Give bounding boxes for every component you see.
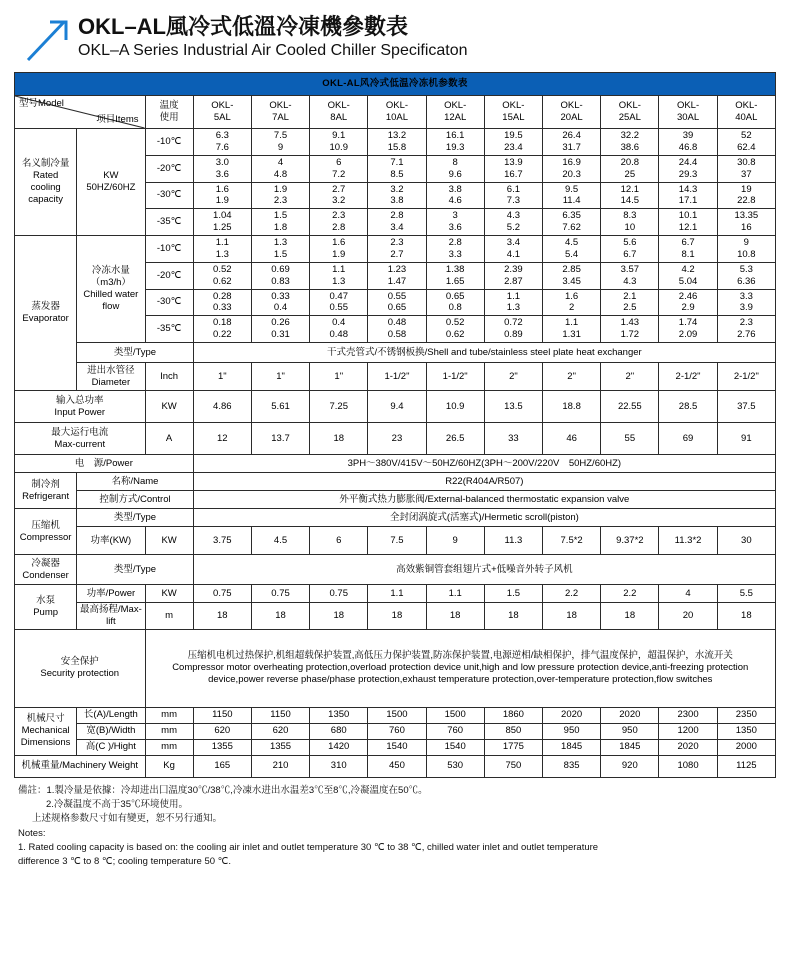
- dim-length-c8: 2300: [659, 707, 717, 723]
- refrigerant-name-label: 名称/Name: [77, 473, 193, 491]
- input-power-label: 输入总功率 Input Power: [15, 391, 146, 423]
- evap-r0-c4: 2.8 3.3: [426, 236, 484, 263]
- capacity-r2-c9: 19 22.8: [717, 182, 775, 209]
- dimensions-label: 机械尺寸 Mechanical Dimensions: [15, 707, 77, 755]
- capacity-r0-c5: 19.5 23.4: [484, 129, 542, 156]
- table-banner: OKL-AL风冷式低温冷冻机参数表: [15, 73, 776, 96]
- note-line-2: 2.冷凝温度不高于35℃环境使用。: [46, 799, 188, 810]
- evap-r2-c5: 1.1 1.3: [484, 289, 542, 316]
- max-current-c9: 91: [717, 423, 775, 455]
- capacity-r1-c4: 8 9.6: [426, 155, 484, 182]
- pump-lift-c7: 18: [601, 603, 659, 630]
- pump-lift-c4: 18: [426, 603, 484, 630]
- input-power-c5: 13.5: [484, 391, 542, 423]
- pump-lift-c9: 18: [717, 603, 775, 630]
- dim-height-c9: 2000: [717, 739, 775, 755]
- model-col-3: OKL- 10AL: [368, 96, 426, 129]
- compressor-power-c5: 11.3: [484, 527, 542, 555]
- dim-width-unit: mm: [145, 723, 193, 739]
- evap-r0-c1: 1.3 1.5: [251, 236, 309, 263]
- capacity-r2-c8: 14.3 17.1: [659, 182, 717, 209]
- max-current-c7: 55: [601, 423, 659, 455]
- weight-c5: 750: [484, 755, 542, 777]
- evap-r2-c4: 0.65 0.8: [426, 289, 484, 316]
- dim-length-c0: 1150: [193, 707, 251, 723]
- pump-power-label: 功率/Power: [77, 585, 145, 603]
- evap-r2-c2: 0.47 0.55: [310, 289, 368, 316]
- capacity-r2-c0: 1.6 1.9: [193, 182, 251, 209]
- compressor-type-value: 全封闭涡旋式(活塞式)/Hermetic scroll(piston): [193, 509, 775, 527]
- diameter-label: 进出水管径 Diameter: [77, 363, 145, 391]
- corner-model-label: 型号Model: [19, 98, 64, 109]
- compressor-power-c0: 3.75: [193, 527, 251, 555]
- compressor-power-label: 功率(KW): [77, 527, 145, 555]
- dim-height-unit: mm: [145, 739, 193, 755]
- diameter-unit: Inch: [145, 363, 193, 391]
- evap-temp-1: -20℃: [145, 262, 193, 289]
- evaporator-type-label: 类型/Type: [77, 343, 193, 363]
- evap-r3-c2: 0.4 0.48: [310, 316, 368, 343]
- corner-items-label: 项目Items: [96, 114, 139, 126]
- diameter-c7: 2": [601, 363, 659, 391]
- capacity-r3-c9: 13.35 16: [717, 209, 775, 236]
- capacity-r2-c5: 6.1 7.3: [484, 182, 542, 209]
- page-title-en: OKL–A Series Industrial Air Cooled Chiller Specificaton: [78, 42, 468, 60]
- evap-temp-0: -10℃: [145, 236, 193, 263]
- input-power-unit: KW: [145, 391, 193, 423]
- capacity-r1-c1: 4 4.8: [251, 155, 309, 182]
- dim-width-c6: 950: [543, 723, 601, 739]
- evap-r3-c6: 1.1 1.31: [543, 316, 601, 343]
- temp-use-header: 温度 使用: [145, 96, 193, 129]
- capacity-r2-c6: 9.5 11.4: [543, 182, 601, 209]
- capacity-r0-c0: 6.3 7.6: [193, 129, 251, 156]
- compressor-power-c3: 7.5: [368, 527, 426, 555]
- dim-length-c5: 1860: [484, 707, 542, 723]
- pump-lift-unit: m: [145, 603, 193, 630]
- weight-c8: 1080: [659, 755, 717, 777]
- capacity-r3-c1: 1.5 1.8: [251, 209, 309, 236]
- input-power-c7: 22.55: [601, 391, 659, 423]
- max-current-c0: 12: [193, 423, 251, 455]
- evap-r2-c9: 3.3 3.9: [717, 289, 775, 316]
- diameter-c2: 1": [310, 363, 368, 391]
- evap-r1-c0: 0.52 0.62: [193, 262, 251, 289]
- evap-r3-c7: 1.43 1.72: [601, 316, 659, 343]
- evap-r3-c8: 1.74 2.09: [659, 316, 717, 343]
- pump-power-c8: 4: [659, 585, 717, 603]
- dim-width-c1: 620: [251, 723, 309, 739]
- security-protection-text: [145, 629, 776, 707]
- capacity-r3-c4: 3 3.6: [426, 209, 484, 236]
- compressor-power-unit: KW: [145, 527, 193, 555]
- evap-r3-c1: 0.26 0.31: [251, 316, 309, 343]
- pump-lift-c3: 18: [368, 603, 426, 630]
- weight-c0: 165: [193, 755, 251, 777]
- dim-width-c8: 1200: [659, 723, 717, 739]
- diameter-c4: 1-1/2": [426, 363, 484, 391]
- capacity-r2-c2: 2.7 3.2: [310, 182, 368, 209]
- evaporator-type-value: 干式壳管式/不锈钢板换/Shell and tube/stainless steel plate heat exchanger: [193, 343, 775, 363]
- capacity-temp-3: -35℃: [145, 209, 193, 236]
- capacity-r0-c6: 26.4 31.7: [543, 129, 601, 156]
- pump-power-c6: 2.2: [543, 585, 601, 603]
- compressor-power-c9: 30: [717, 527, 775, 555]
- dim-height-c4: 1540: [426, 739, 484, 755]
- capacity-r0-c3: 13.2 15.8: [368, 129, 426, 156]
- input-power-c2: 7.25: [310, 391, 368, 423]
- dim-width-c2: 680: [310, 723, 368, 739]
- pump-label: 水泵 Pump: [15, 585, 77, 630]
- evap-r0-c6: 4.5 5.4: [543, 236, 601, 263]
- evap-r3-c9: 2.3 2.76: [717, 316, 775, 343]
- dim-height-c6: 1845: [543, 739, 601, 755]
- refrigerant-label: 制冷剂 Refrigerant: [15, 473, 77, 509]
- evap-temp-3: -35℃: [145, 316, 193, 343]
- max-current-c1: 13.7: [251, 423, 309, 455]
- note-line-4: Notes:: [18, 827, 46, 839]
- evap-r3-c0: 0.18 0.22: [193, 316, 251, 343]
- max-current-c2: 18: [310, 423, 368, 455]
- model-col-9: OKL- 40AL: [717, 96, 775, 129]
- pump-lift-c6: 18: [543, 603, 601, 630]
- dim-length-c9: 2350: [717, 707, 775, 723]
- evap-r1-c7: 3.57 4.3: [601, 262, 659, 289]
- evap-r0-c0: 1.1 1.3: [193, 236, 251, 263]
- evap-r2-c6: 1.6 2: [543, 289, 601, 316]
- capacity-r3-c0: 1.04 1.25: [193, 209, 251, 236]
- model-col-4: OKL- 12AL: [426, 96, 484, 129]
- notes-block: [14, 778, 776, 880]
- evap-r2-c8: 2.46 2.9: [659, 289, 717, 316]
- evap-r1-c1: 0.69 0.83: [251, 262, 309, 289]
- capacity-r0-c4: 16.1 19.3: [426, 129, 484, 156]
- dim-width-label: 宽(B)/Width: [77, 723, 145, 739]
- evap-r1-c2: 1.1 1.3: [310, 262, 368, 289]
- evap-temp-2: -30℃: [145, 289, 193, 316]
- evap-r1-c3: 1.23 1.47: [368, 262, 426, 289]
- condenser-label: 冷凝器 Condenser: [15, 555, 77, 585]
- model-col-8: OKL- 30AL: [659, 96, 717, 129]
- weight-c1: 210: [251, 755, 309, 777]
- diameter-c0: 1": [193, 363, 251, 391]
- refrigerant-control-value: 外平衡式热力膨胀阀/External-balanced thermostatic expansion valve: [193, 491, 775, 509]
- capacity-r1-c8: 24.4 29.3: [659, 155, 717, 182]
- dim-length-c1: 1150: [251, 707, 309, 723]
- dim-height-c5: 1775: [484, 739, 542, 755]
- condenser-type-label: 类型/Type: [77, 555, 193, 585]
- evap-r3-c4: 0.52 0.62: [426, 316, 484, 343]
- weight-c2: 310: [310, 755, 368, 777]
- rated-capacity-label: 名义制冷量 Rated cooling capacity: [15, 129, 77, 236]
- compressor-power-c8: 11.3*2: [659, 527, 717, 555]
- input-power-c1: 5.61: [251, 391, 309, 423]
- chilled-water-flow-label: 冷冻水量（m3/h） Chilled water flow: [77, 236, 145, 343]
- pump-power-unit: KW: [145, 585, 193, 603]
- evap-r1-c8: 4.2 5.04: [659, 262, 717, 289]
- dim-length-label: 长(A)/Length: [77, 707, 145, 723]
- capacity-r3-c2: 2.3 2.8: [310, 209, 368, 236]
- capacity-r3-c6: 6.35 7.62: [543, 209, 601, 236]
- evap-r0-c9: 9 10.8: [717, 236, 775, 263]
- weight-c9: 1125: [717, 755, 775, 777]
- pump-power-c5: 1.5: [484, 585, 542, 603]
- capacity-r3-c5: 4.3 5.2: [484, 209, 542, 236]
- evap-r0-c8: 6.7 8.1: [659, 236, 717, 263]
- capacity-r1-c3: 7.1 8.5: [368, 155, 426, 182]
- security-protection-label: 安全保护 Security protection: [15, 629, 146, 707]
- model-col-0: OKL- 5AL: [193, 96, 251, 129]
- dim-length-c7: 2020: [601, 707, 659, 723]
- pump-power-c0: 0.75: [193, 585, 251, 603]
- note-line-5: 1. Rated cooling capacity is based on: the cooling air inlet and outlet temperature 30 ℃ to 38 ℃, chilled water inlet and outlet temperature: [18, 841, 599, 853]
- compressor-type-label: 类型/Type: [77, 509, 193, 527]
- evap-r1-c5: 2.39 2.87: [484, 262, 542, 289]
- pump-lift-c8: 20: [659, 603, 717, 630]
- model-col-5: OKL- 15AL: [484, 96, 542, 129]
- evaporator-label: 蒸发器 Evaporator: [15, 236, 77, 391]
- dim-width-c7: 950: [601, 723, 659, 739]
- capacity-r2-c1: 1.9 2.3: [251, 182, 309, 209]
- evap-r0-c2: 1.6 1.9: [310, 236, 368, 263]
- capacity-r0-c8: 39 46.8: [659, 129, 717, 156]
- dim-width-c5: 850: [484, 723, 542, 739]
- evap-r2-c0: 0.28 0.33: [193, 289, 251, 316]
- capacity-temp-0: -10℃: [145, 129, 193, 156]
- dim-height-c0: 1355: [193, 739, 251, 755]
- capacity-r2-c7: 12.1 14.5: [601, 182, 659, 209]
- pump-lift-c1: 18: [251, 603, 309, 630]
- capacity-r1-c2: 6 7.2: [310, 155, 368, 182]
- dim-height-c1: 1355: [251, 739, 309, 755]
- diameter-c9: 2-1/2": [717, 363, 775, 391]
- compressor-power-c1: 4.5: [251, 527, 309, 555]
- evap-r2-c7: 2.1 2.5: [601, 289, 659, 316]
- arrow-up-right-icon: [20, 14, 74, 64]
- pump-lift-label: 最高扬程/Max-lift: [77, 603, 145, 630]
- evap-r3-c5: 0.72 0.89: [484, 316, 542, 343]
- security-text-cn: 压缩机电机过热保护,机组超载保护装置,高低压力保护装置,防冻保护装置,电源逆相/缺相保护，排气温度保护，超温保护，水流开关: [187, 650, 733, 662]
- power-supply-value: 3PH～380V/415V～50HZ/60HZ(3PH～200V/220V 50HZ/60HZ): [193, 455, 775, 473]
- pump-power-c1: 0.75: [251, 585, 309, 603]
- input-power-c8: 28.5: [659, 391, 717, 423]
- pump-power-c4: 1.1: [426, 585, 484, 603]
- dim-length-unit: mm: [145, 707, 193, 723]
- capacity-r1-c7: 20.8 25: [601, 155, 659, 182]
- pump-lift-c0: 18: [193, 603, 251, 630]
- max-current-c5: 33: [484, 423, 542, 455]
- model-col-6: OKL- 20AL: [543, 96, 601, 129]
- compressor-power-c2: 6: [310, 527, 368, 555]
- capacity-unit-label: KW 50HZ/60HZ: [77, 129, 145, 236]
- dim-width-c9: 1350: [717, 723, 775, 739]
- note-line-3: 上述规格参数尺寸如有變更，恕不另行通知。: [32, 813, 223, 825]
- weight-label: 机械重量/Machinery Weight: [15, 755, 146, 777]
- diameter-c5: 2": [484, 363, 542, 391]
- weight-c4: 530: [426, 755, 484, 777]
- dim-length-c6: 2020: [543, 707, 601, 723]
- dim-length-c3: 1500: [368, 707, 426, 723]
- dim-width-c4: 760: [426, 723, 484, 739]
- capacity-r2-c4: 3.8 4.6: [426, 182, 484, 209]
- pump-lift-c5: 18: [484, 603, 542, 630]
- capacity-r0-c7: 32.2 38.6: [601, 129, 659, 156]
- max-current-c6: 46: [543, 423, 601, 455]
- capacity-r1-c9: 30.8 37: [717, 155, 775, 182]
- input-power-c6: 18.8: [543, 391, 601, 423]
- max-current-unit: A: [145, 423, 193, 455]
- input-power-c3: 9.4: [368, 391, 426, 423]
- weight-c6: 835: [543, 755, 601, 777]
- evap-r2-c1: 0.33 0.4: [251, 289, 309, 316]
- max-current-c3: 23: [368, 423, 426, 455]
- document-header: [14, 0, 776, 72]
- capacity-r3-c7: 8.3 10: [601, 209, 659, 236]
- capacity-temp-1: -20℃: [145, 155, 193, 182]
- evap-r0-c7: 5.6 6.7: [601, 236, 659, 263]
- model-col-1: OKL- 7AL: [251, 96, 309, 129]
- pump-power-c2: 0.75: [310, 585, 368, 603]
- evap-r1-c6: 2.85 3.45: [543, 262, 601, 289]
- evap-r3-c3: 0.48 0.58: [368, 316, 426, 343]
- input-power-c9: 37.5: [717, 391, 775, 423]
- diameter-c3: 1-1/2": [368, 363, 426, 391]
- model-col-2: OKL- 8AL: [310, 96, 368, 129]
- power-supply-label: 电 源/Power: [15, 455, 194, 473]
- max-current-c4: 26.5: [426, 423, 484, 455]
- capacity-r1-c6: 16.9 20.3: [543, 155, 601, 182]
- diameter-c1: 1": [251, 363, 309, 391]
- dim-height-c8: 2020: [659, 739, 717, 755]
- weight-c7: 920: [601, 755, 659, 777]
- capacity-r3-c3: 2.8 3.4: [368, 209, 426, 236]
- weight-c3: 450: [368, 755, 426, 777]
- dim-height-label: 高(C )/Hight: [77, 739, 145, 755]
- note-line-6: difference 3 ℃ to 8 ℃; cooling temperature 50 ℃.: [18, 856, 231, 867]
- security-text-en: Compressor motor overheating protection,overload protection device unit,high and low pressure protection device,anti-freezing protection device,power reverse phase/phase protection,exhaust temperature protection,over-temperature protection,flow switches: [172, 662, 749, 686]
- compressor-label: 压缩机 Compressor: [15, 509, 77, 555]
- dim-height-c2: 1420: [310, 739, 368, 755]
- refrigerant-control-label: 控制方式/Control: [77, 491, 193, 509]
- evap-r1-c9: 5.3 6.36: [717, 262, 775, 289]
- evap-r0-c3: 2.3 2.7: [368, 236, 426, 263]
- compressor-power-c6: 7.5*2: [543, 527, 601, 555]
- compressor-power-c7: 9.37*2: [601, 527, 659, 555]
- weight-unit: Kg: [145, 755, 193, 777]
- evap-r1-c4: 1.38 1.65: [426, 262, 484, 289]
- page-title-cn: OKL–AL風冷式低溫冷凍機參數表: [78, 14, 409, 39]
- input-power-c0: 4.86: [193, 391, 251, 423]
- refrigerant-name-value: R22(R404A/R507): [193, 473, 775, 491]
- specification-table: [14, 72, 776, 778]
- capacity-r0-c9: 52 62.4: [717, 129, 775, 156]
- capacity-r3-c8: 10.1 12.1: [659, 209, 717, 236]
- note-line-1: 備註：1.製冷量是依據：冷却进出囗温度30℃/38℃,冷凍水进出水温差3℃至8℃,冷凝溫度在50℃。: [18, 784, 428, 796]
- capacity-temp-2: -30℃: [145, 182, 193, 209]
- dim-width-c3: 760: [368, 723, 426, 739]
- dim-width-c0: 620: [193, 723, 251, 739]
- pump-power-c3: 1.1: [368, 585, 426, 603]
- title-block: [74, 14, 468, 62]
- pump-power-c9: 5.5: [717, 585, 775, 603]
- condenser-type-value: 高效紫铜管套组翅片式+低噪音外转子风机: [193, 555, 775, 585]
- capacity-r1-c0: 3.0 3.6: [193, 155, 251, 182]
- evap-r0-c5: 3.4 4.1: [484, 236, 542, 263]
- diameter-c8: 2-1/2": [659, 363, 717, 391]
- dim-length-c4: 1500: [426, 707, 484, 723]
- capacity-r0-c2: 9.1 10.9: [310, 129, 368, 156]
- evap-r2-c3: 0.55 0.65: [368, 289, 426, 316]
- pump-power-c7: 2.2: [601, 585, 659, 603]
- diameter-c6: 2": [543, 363, 601, 391]
- max-current-c8: 69: [659, 423, 717, 455]
- model-col-7: OKL- 25AL: [601, 96, 659, 129]
- input-power-c4: 10.9: [426, 391, 484, 423]
- header-corner-cell: [15, 96, 146, 129]
- dim-height-c3: 1540: [368, 739, 426, 755]
- capacity-r1-c5: 13.9 16.7: [484, 155, 542, 182]
- dim-length-c2: 1350: [310, 707, 368, 723]
- capacity-r0-c1: 7.5 9: [251, 129, 309, 156]
- pump-lift-c2: 18: [310, 603, 368, 630]
- compressor-power-c4: 9: [426, 527, 484, 555]
- dim-height-c7: 1845: [601, 739, 659, 755]
- max-current-label: 最大运行电流 Max-current: [15, 423, 146, 455]
- capacity-r2-c3: 3.2 3.8: [368, 182, 426, 209]
